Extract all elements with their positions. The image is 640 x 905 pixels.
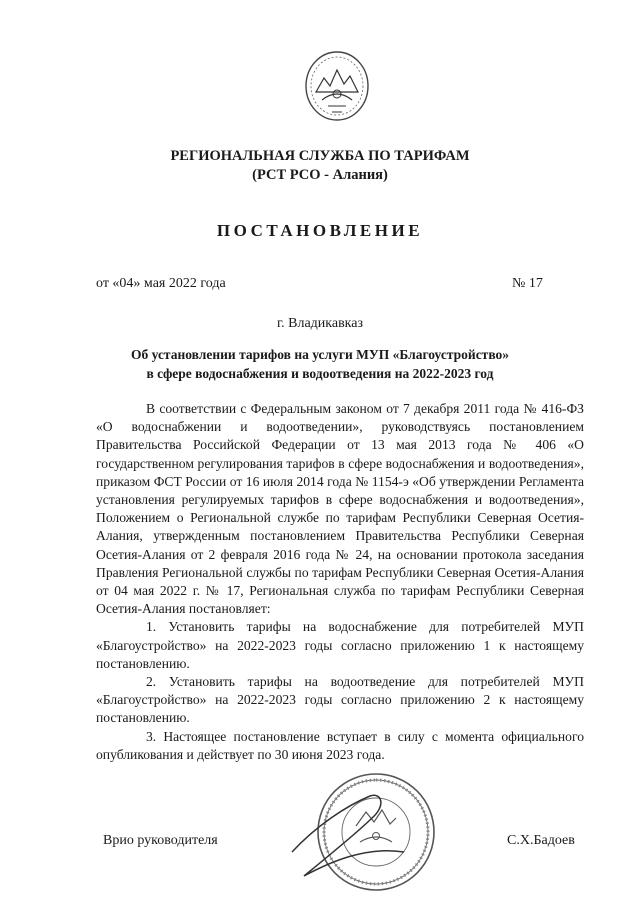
official-seal-stamp <box>286 766 446 896</box>
document-number: № 17 <box>512 276 543 291</box>
coat-of-arms-emblem <box>302 48 372 124</box>
subject-line-1: Об установлении тарифов на услуги МУП «Благоустройство» <box>130 347 510 362</box>
preamble-paragraph: В соответствии с Федеральным законом от 7 декабря 2011 года № 416-ФЗ «О водоснабжении и водоотведении», руководствуясь постановлением Правительства Российской Федерации от 13 мая 2013 года № 406 «О государственном регулирования тарифов в сфере водоснабжения и водоотведения», приказом ФСТ России от 16 июля 2014 года № 1154-э «Об утверждении Регламента установления регулируемых тарифов в сфере водоснабжения и водоотведения», Положением о Региональной службе по тарифам Республики Северная Осетия-Алания, утвержденным постановлением Правительства Республики Северная Осетия-Алания от 2 февраля 2016 года № 24, на основании протокола заседания Правления Региональной службы по тарифам Республики Северная Осетия-Алания от 04 мая 2022 г. № 17, Региональная служба по тарифам Республики Северная Осетия-Алания постановляет: <box>96 401 584 617</box>
subject-line-2: в сфере водоснабжения и водоотведения на 2022-2023 год <box>146 366 494 381</box>
organization-abbreviation: (РСТ РСО - Алания) <box>252 167 388 183</box>
signatory-name: С.Х.Бадоев <box>507 833 575 848</box>
clause-3: 3. Настоящее постановление вступает в силу с момента официального опубликования и действует по 30 июня 2023 года. <box>96 728 584 762</box>
signatory-title: Врио руководителя <box>103 833 218 848</box>
document-date: от «04» мая 2022 года <box>96 276 226 291</box>
organization-name: РЕГИОНАЛЬНАЯ СЛУЖБА ПО ТАРИФАМ <box>170 148 470 164</box>
document-body <box>96 400 584 764</box>
clause-2: 2. Установить тарифы на водоотведение для потребителей МУП «Благоустройство» на 2022-2023 годы согласно приложению 2 к настоящему постановлению. <box>96 674 584 726</box>
document-type-title: ПОСТАНОВЛЕНИЕ <box>216 221 424 240</box>
clause-1: 1. Установить тарифы на водоснабжение для потребителей МУП «Благоустройство» на 2022-2023 годы согласно приложению 1 к настоящему постановлению. <box>96 619 584 671</box>
document-city: г. Владикавказ <box>276 316 364 331</box>
